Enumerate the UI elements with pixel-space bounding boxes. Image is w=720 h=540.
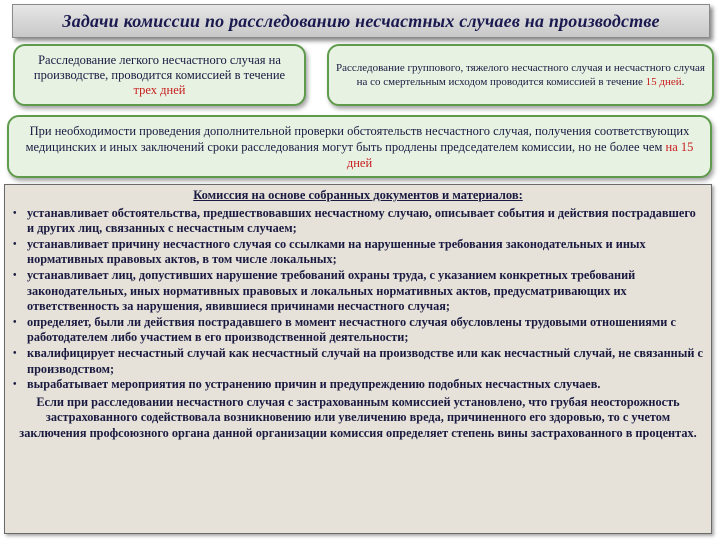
task-item bbox=[11, 377, 705, 393]
task-item bbox=[11, 268, 705, 315]
extension-box bbox=[7, 115, 712, 178]
severe-case-box bbox=[327, 44, 714, 106]
task-text: устанавливает лиц, допустивших нарушение требований охраны труда, с указанием конкретных требований законодательных, иных нормативных правовых и локальных нормативных актов, предусматривающих их ответственность за нарушения, явившиеся причинами несчастного случая; bbox=[27, 267, 636, 314]
commission-heading: Комиссия на основе собранных документов и материалов: bbox=[193, 188, 523, 202]
light-case-box bbox=[13, 44, 306, 106]
task-text: квалифицирует несчастный случай как несчастный случай на производстве или как несчастный случай, не связанный с производством; bbox=[27, 345, 703, 376]
severe-case-suffix: . bbox=[681, 76, 685, 88]
severe-case-deadline: 15 дней bbox=[645, 76, 682, 88]
extension-text bbox=[21, 123, 698, 171]
extension-body: При необходимости проведения дополнительной проверки обстоятельств несчастного случая, получения соответствующих медицинских и иных заключений сроки расследования могут быть продлены председателем комиссии, но не более чем bbox=[25, 123, 690, 154]
extension-deadline: на 15 дней bbox=[346, 139, 694, 170]
task-item bbox=[11, 237, 705, 268]
task-text: устанавливает обстоятельства, предшествовавших несчастному случаю, описывает события и действия пострадавшего и других лиц, связанных с несчастным случаем; bbox=[27, 205, 696, 236]
bullet-icon: • bbox=[13, 347, 17, 359]
task-text: вырабатывает мероприятия по устранению причин и предупреждению подобных несчастных случаев. bbox=[27, 377, 601, 392]
task-item bbox=[11, 315, 705, 346]
bullet-icon: • bbox=[13, 207, 17, 219]
bullet-icon: • bbox=[13, 316, 17, 328]
light-case-text bbox=[23, 53, 296, 98]
bullet-icon: • bbox=[13, 379, 17, 391]
task-text: устанавливает причину несчастного случая со ссылками на нарушенные требования законодательных и иных нормативных правовых актов, в том числе локальных; bbox=[27, 236, 646, 267]
severe-case-body: Расследование группового, тяжелого несчастного случая и несчастного случая на со смертельным исходом проводится комиссией в течение bbox=[336, 62, 705, 88]
task-item bbox=[11, 206, 705, 237]
light-case-deadline: трех дней bbox=[133, 82, 186, 97]
title-banner bbox=[12, 4, 710, 38]
commission-tasks-panel bbox=[4, 184, 712, 534]
page-title: Задачи комиссии по расследованию несчастных случаев на производстве bbox=[62, 10, 660, 31]
light-case-body: Расследование легкого несчастного случая на производстве, проводится комиссией в течение bbox=[33, 52, 286, 82]
commission-task-list bbox=[11, 206, 705, 393]
task-item bbox=[11, 346, 705, 377]
severe-case-text bbox=[335, 61, 706, 89]
task-text: определяет, были ли действия пострадавшего в момент несчастного случая обусловлены трудовыми отношениями с работодателем либо участием в его производственной деятельности; bbox=[27, 314, 676, 345]
insured-fault-paragraph: Если при расследовании несчастного случая с застрахованным комиссией установлено, что грубая неосторожность застрахованного содействовала возникновению или увеличению вреда, причиненного его здоровью, то с учетом заключения профсоюзного органа данной организации комиссия определяет степень вины застрахованного в процентах. bbox=[19, 394, 697, 440]
bullet-icon: • bbox=[13, 269, 17, 281]
bullet-icon: • bbox=[13, 238, 17, 250]
